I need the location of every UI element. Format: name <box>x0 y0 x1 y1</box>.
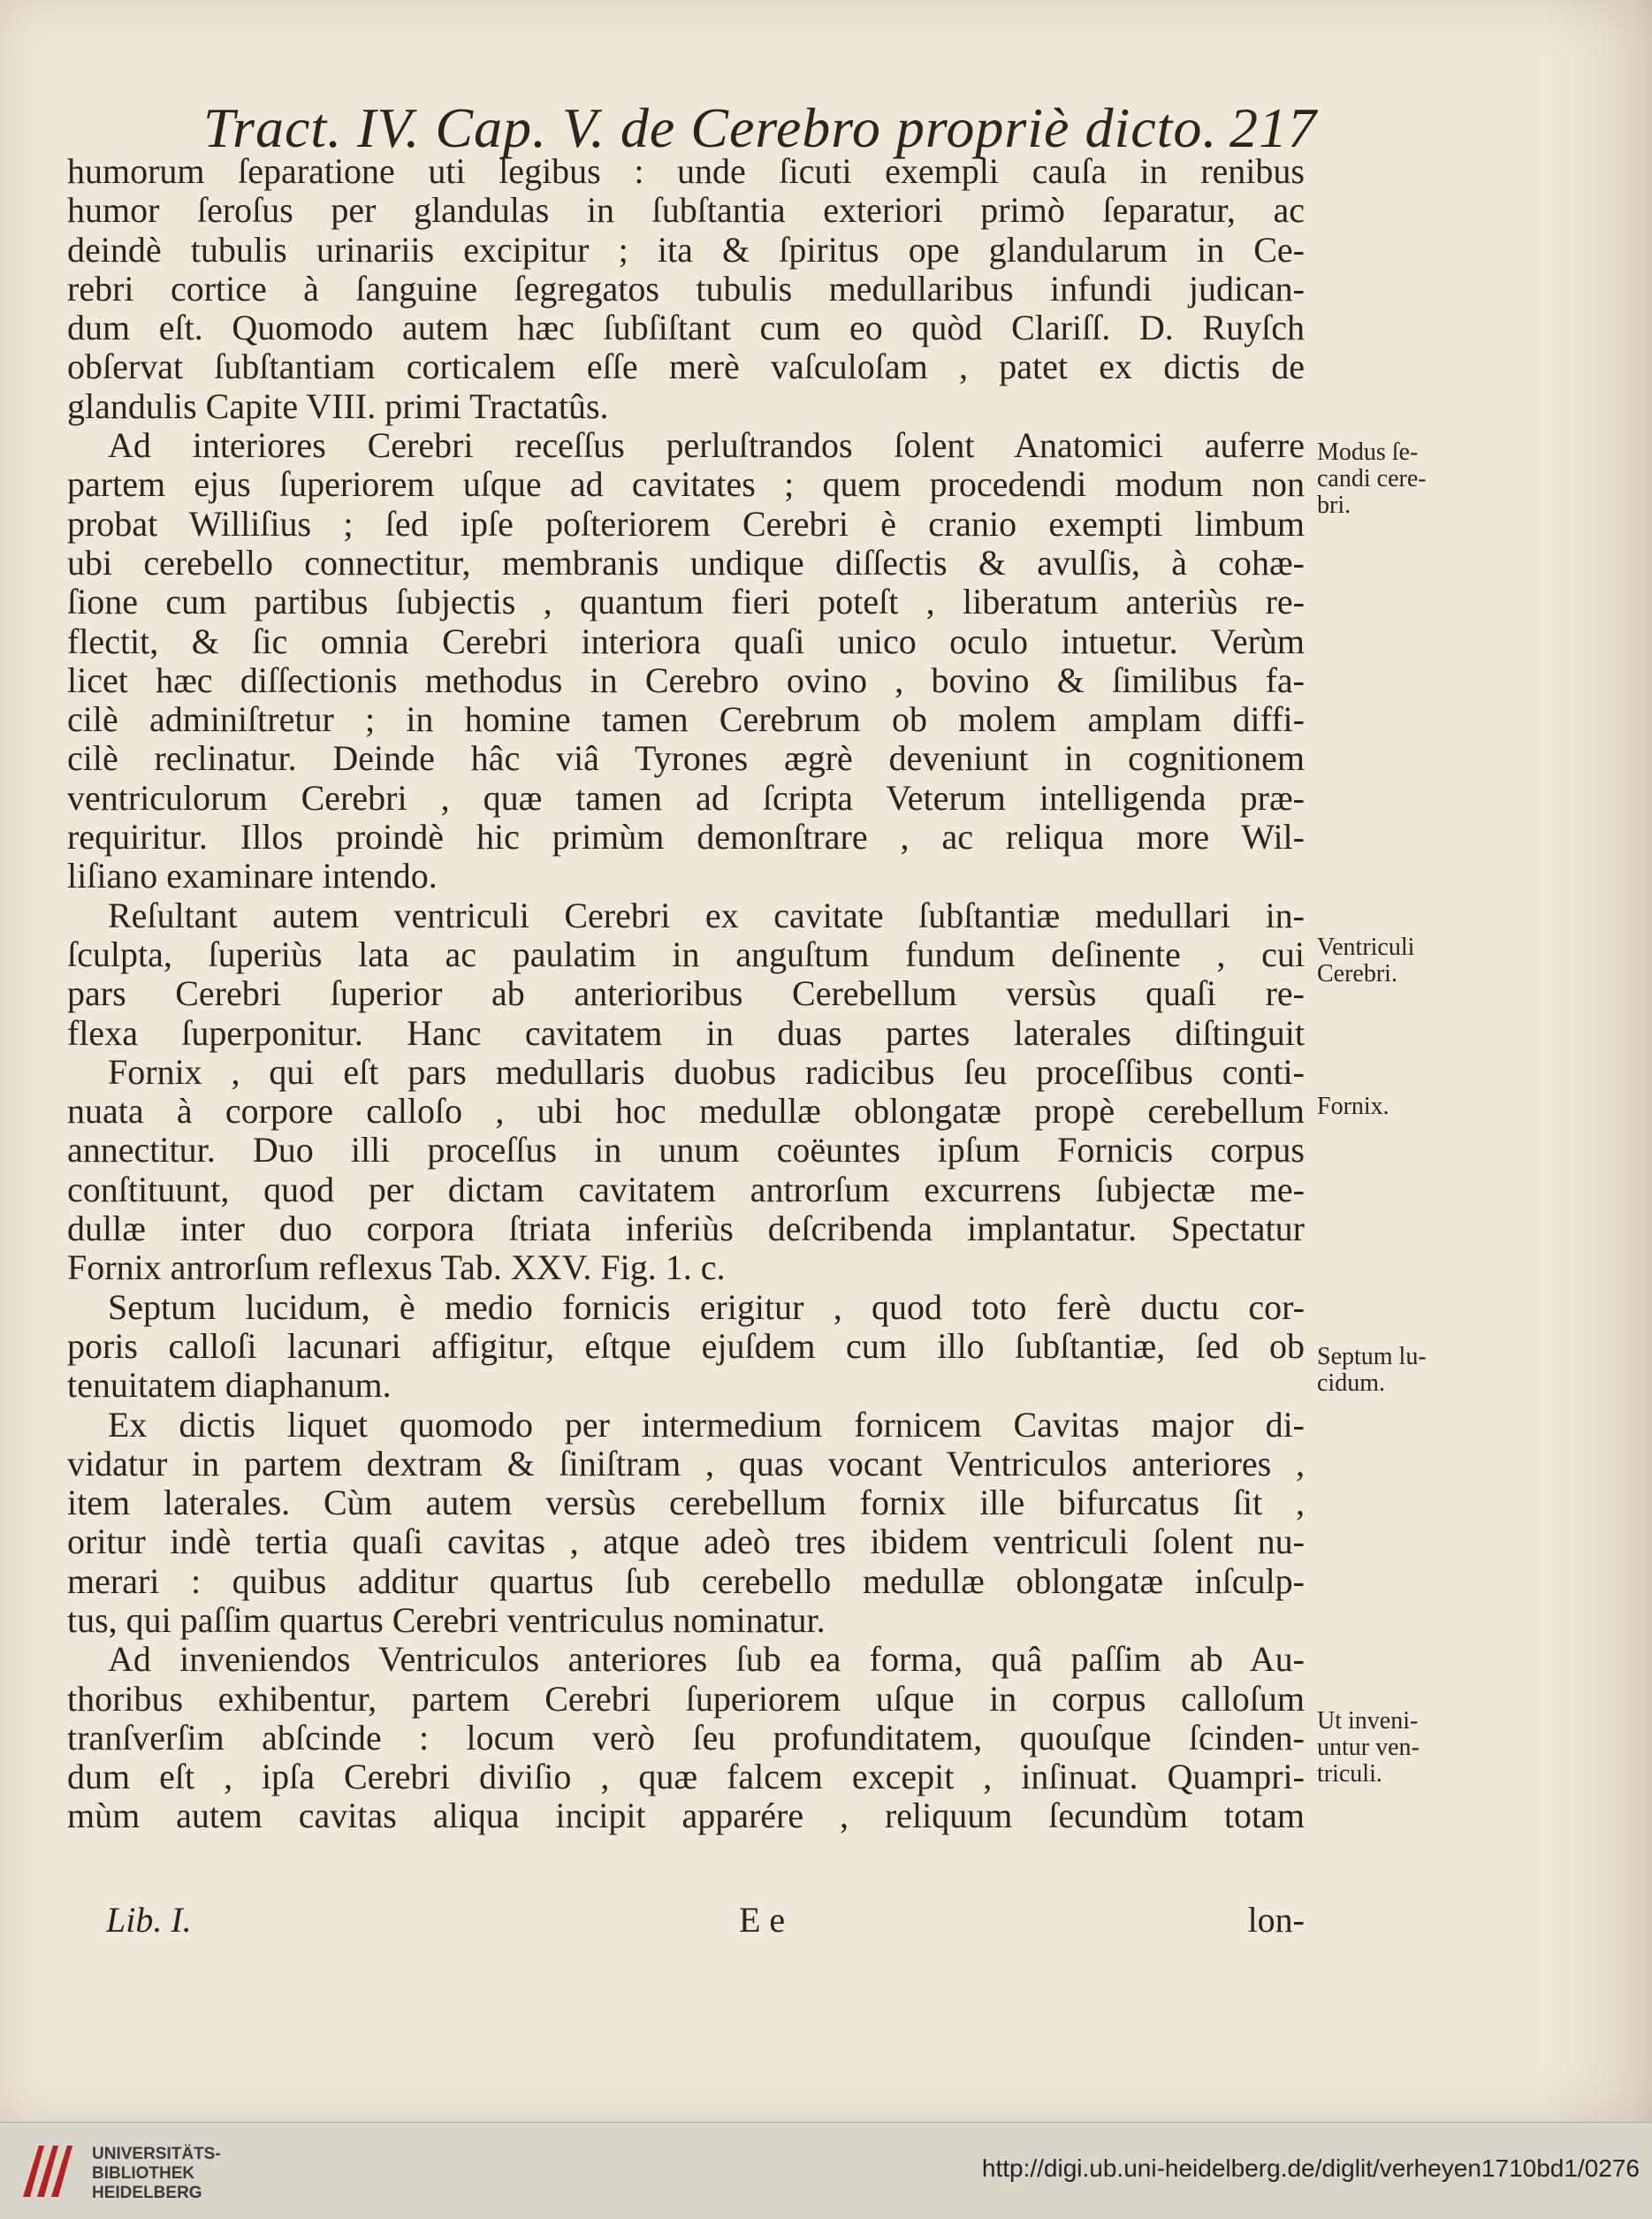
marginal-note: Fornix. <box>1317 1093 1389 1120</box>
page-number: 217 <box>1229 96 1317 159</box>
text-line: thoribus exhibentur, partem Cerebri ſuperiorem uſque in corpus calloſum <box>67 1679 1305 1719</box>
text-line: humorum ſeparatione uti legibus : unde ſicuti exempli cauſa in renibus <box>67 152 1305 191</box>
marginal-note: Ventriculi Cerebri. <box>1317 934 1415 987</box>
running-title: Tract. IV. Cap. V. de Cerebro propriè dicto. <box>203 96 1218 159</box>
text-line: item laterales. Cùm autem versùs cerebellum fornix ille bifurcatus ſit , <box>67 1483 1305 1523</box>
library-name <box>92 2145 269 2203</box>
text-line: licet hæc diſſectionis methodus in Cerebro ovino , bovino & ſimilibus fa- <box>67 660 1305 700</box>
text-line: Ex dictis liquet quomodo per intermedium fornicem Cavitas major di- <box>108 1405 1305 1445</box>
text-line: ſione cum partibus ſubjectis , quantum fieri poteſt , liberatum anteriùs re- <box>67 583 1305 622</box>
marginal-note: Ut inveni- untur ven- triculi. <box>1317 1707 1420 1788</box>
text-line: tranſverſim abſcinde : locum verò ſeu profunditatem, quouſque ſcinden- <box>67 1718 1305 1758</box>
text-line: Ad interiores Cerebri receſſus perluſtrandos ſolent Anatomici auferre <box>108 426 1305 466</box>
page-footer <box>106 1899 1305 1943</box>
text-line: merari : quibus additur quartus ſub cerebello medullæ oblongatæ inſculp- <box>67 1561 1305 1601</box>
text-line: obſervat ſubſtantiam corticalem eſſe merè vaſculoſam , patet ex dictis de <box>67 347 1305 387</box>
text-line: flectit, & ſic omnia Cerebri interiora quaſi unico oculo intuetur. Verùm <box>67 621 1305 661</box>
text-line: cilè reclinatur. Deinde hâc viâ Tyrones ægrè deveniunt in cognitionem <box>67 739 1305 779</box>
marginal-note: Modus ſe- candi cere- bri. <box>1317 438 1427 519</box>
text-line: deindè tubulis urinariis excipitur ; ita & ſpiritus ope glandularum in Ce- <box>67 230 1305 270</box>
text-line: annectitur. Duo illi proceſſus in unum coëuntes ipſum Fornicis corpus <box>67 1131 1305 1171</box>
text-line: Fornix antrorſum reflexus Tab. XXV. Fig. 1. c. <box>67 1248 726 1288</box>
gathering-mark: E e <box>739 1900 786 1940</box>
text-line: vidatur in partem dextram & ſiniſtram , quas vocant Ventriculos anteriores , <box>67 1444 1305 1483</box>
text-line: ventriculorum Cerebri , quæ tamen ad ſcripta Veterum intelligenda præ- <box>67 778 1305 818</box>
text-line: Septum lucidum, è medio fornicis erigitur , quod toto ferè ductu cor- <box>108 1287 1305 1327</box>
text-line: oritur indè tertia quaſi cavitas , atque adeò tres ibidem ventriculi ſolent nu- <box>67 1522 1305 1562</box>
text-line: rebri cortice à ſanguine ſegregatos tubulis medullaribus infundi judican- <box>67 269 1305 309</box>
text-line: tus, qui paſſim quartus Cerebri ventriculus nominatur. <box>67 1600 826 1640</box>
text-line: tenuitatem diaphanum. <box>67 1366 392 1406</box>
library-name-line: HEIDELBERG <box>92 2184 202 2202</box>
text-line: mùm autem cavitas aliqua incipit apparére , reliquum ſecundùm totam <box>67 1796 1305 1836</box>
library-logo-icon <box>18 2140 80 2202</box>
text-line: pars Cerebri ſuperior ab anterioribus Cerebellum versùs quaſi re- <box>67 974 1305 1014</box>
text-line: Fornix , qui eſt pars medullaris duobus radicibus ſeu proceſſibus conti- <box>108 1052 1305 1092</box>
text-line: partem ejus ſuperiorem uſque ad cavitates ; quem procedendi modum non <box>67 465 1305 505</box>
text-line: dum eſt , ipſa Cerebri diviſio , quæ falcem excepit , inſinuat. Quampri- <box>67 1758 1305 1797</box>
text-line: dum eſt. Quomodo autem hæc ſubſiſtant cum eo quòd Clariſſ. D. Ruyſch <box>67 309 1305 348</box>
catchword: lon- <box>1247 1900 1305 1940</box>
text-line: Ad inveniendos Ventriculos anteriores ſub ea forma, quâ paſſim ab Au- <box>108 1640 1305 1680</box>
text-line: conſtituunt, quod per dictam cavitatem antrorſum excurrens ſubjectæ me- <box>67 1170 1305 1209</box>
text-line: Reſultant autem ventriculi Cerebri ex cavitate ſubſtantiæ medullari in- <box>108 896 1305 935</box>
text-line: dullæ inter duo corpora ſtriata inferiùs deſcribenda implantatur. Spectatur <box>67 1209 1305 1249</box>
body-text <box>67 152 1305 1836</box>
text-line: poris calloſi lacunari affigitur, eſtque ejuſdem cum illo ſubſtantiæ, ſed ob <box>67 1326 1305 1366</box>
text-line: requiritur. Illos proindè hic primùm demonſtrare , ac reliqua more Wil- <box>67 818 1305 858</box>
library-name-line: UNIVERSITÄTS- <box>92 2145 221 2163</box>
text-line: ubi cerebello connectitur, membranis undique diſſectis & avulſis, à cohæ- <box>67 543 1305 583</box>
marginal-note: Septum lu- cidum. <box>1317 1343 1427 1397</box>
page-gutter-shadow <box>1542 0 1652 2122</box>
book-signature: Lib. I. <box>106 1900 192 1940</box>
text-line: ſculpta, ſuperiùs lata ac paulatim in anguſtum fundum deſinente , cui <box>67 934 1305 974</box>
text-line: liſiano examinare intendo. <box>67 857 438 896</box>
text-line: flexa ſuperponitur. Hanc cavitatem in duas partes laterales diſtinguit <box>67 1013 1305 1053</box>
text-line: cilè adminiſtretur ; in homine tamen Cerebrum ob molem amplam diffi- <box>67 700 1305 740</box>
library-name-line: BIBLIOTHEK <box>92 2164 195 2183</box>
text-line: nuata à corpore calloſo , ubi hoc medullæ oblongatæ propè cerebellum <box>67 1092 1305 1132</box>
text-line: glandulis Capite VIII. primi Tractatûs. <box>67 386 609 426</box>
permalink-url[interactable]: http://digi.ub.uni-heidelberg.de/diglit/verheyen1710bd1/0276 <box>981 2154 1640 2182</box>
text-line: probat Williſius ; ſed ipſe poſteriorem Cerebri è cranio exempti limbum <box>67 504 1305 544</box>
text-line: humor ſeroſus per glandulas in ſubſtantia exteriori primò ſeparatur, ac <box>67 191 1305 231</box>
library-banner <box>0 2122 1652 2219</box>
